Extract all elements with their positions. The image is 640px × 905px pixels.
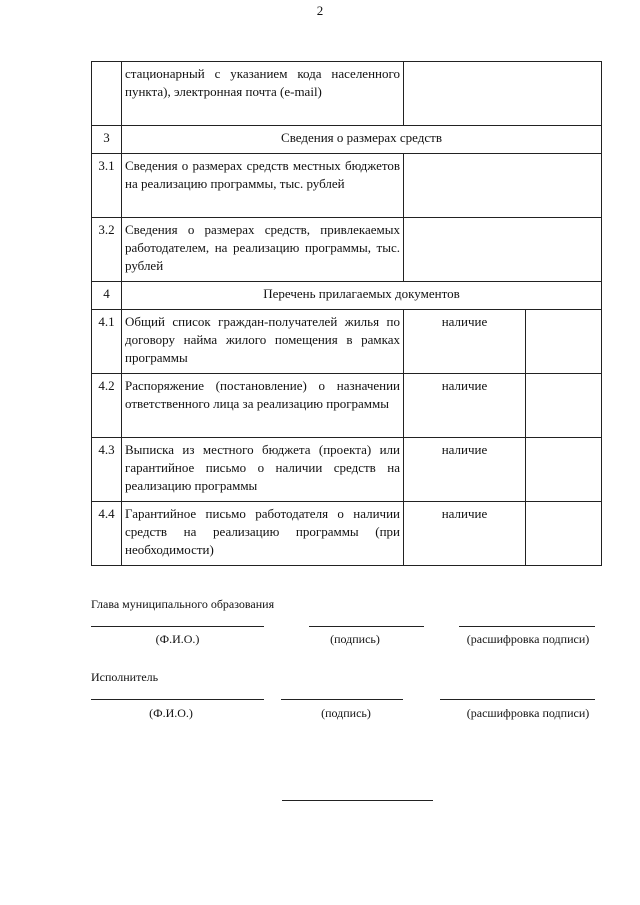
row-description: Выписка из местного бюджета (проекта) или гарантийное письмо о наличии средств на реализацию программы	[122, 438, 404, 502]
row-extra	[526, 310, 602, 374]
section-title: Перечень прилагаемых документов	[122, 282, 602, 310]
row-number: 4.3	[92, 438, 122, 502]
section-row	[92, 126, 602, 154]
executor-label: Исполнитель	[91, 670, 159, 684]
row-description: Гарантийное письмо работодателя о наличии средств на реализацию программы (при необходимости)	[122, 502, 404, 566]
table-row	[92, 154, 602, 218]
section-title: Сведения о размерах средств	[122, 126, 602, 154]
table-row	[92, 374, 602, 438]
row-value	[404, 154, 602, 218]
bottom-separator-line	[282, 800, 433, 801]
row-number: 3.2	[92, 218, 122, 282]
section-number: 3	[92, 126, 122, 154]
executor-decoding-line[interactable]	[440, 699, 595, 700]
row-description: Распоряжение (постановление) о назначении ответственного лица за реализацию программы	[122, 374, 404, 438]
row-number: 4.4	[92, 502, 122, 566]
row-number: 4.1	[92, 310, 122, 374]
row-extra	[526, 438, 602, 502]
table-row	[92, 310, 602, 374]
row-description: стационарный с указанием кода населенного пункта), электронная почта (e-mail)	[122, 62, 404, 126]
executor-signature-caption: (подпись)	[321, 706, 371, 720]
table-row	[92, 438, 602, 502]
head-label: Глава муниципального образования	[91, 597, 275, 611]
head-fio-line[interactable]	[91, 626, 264, 627]
row-description: Сведения о размерах средств, привлекаемых работодателем, на реализацию программы, тыс. рублей	[122, 218, 404, 282]
row-description: Сведения о размерах средств местных бюджетов на реализацию программы, тыс. рублей	[122, 154, 404, 218]
row-value: наличие	[404, 438, 526, 502]
head-signature-caption: (подпись)	[330, 632, 380, 646]
executor-decoding-caption: (расшифровка подписи)	[466, 706, 590, 720]
row-description: Общий список граждан-получателей жилья по договору найма жилого помещения в рамках программы	[122, 310, 404, 374]
row-number: 4.2	[92, 374, 122, 438]
application-table	[91, 61, 602, 566]
row-number	[92, 62, 122, 126]
row-value: наличие	[404, 374, 526, 438]
row-extra	[526, 374, 602, 438]
head-decoding-caption: (расшифровка подписи)	[466, 632, 590, 646]
section-row	[92, 282, 602, 310]
page-number: 2	[316, 3, 324, 18]
row-value: наличие	[404, 502, 526, 566]
row-number: 3.1	[92, 154, 122, 218]
row-value: наличие	[404, 310, 526, 374]
executor-fio-caption: (Ф.И.О.)	[149, 706, 193, 720]
row-value	[404, 62, 602, 126]
table-row	[92, 502, 602, 566]
head-decoding-line[interactable]	[459, 626, 595, 627]
table-row	[92, 218, 602, 282]
head-signature-line[interactable]	[309, 626, 424, 627]
executor-signature-line[interactable]	[281, 699, 403, 700]
section-number: 4	[92, 282, 122, 310]
head-fio-caption: (Ф.И.О.)	[155, 632, 200, 646]
executor-fio-line[interactable]	[91, 699, 264, 700]
row-value	[404, 218, 602, 282]
row-extra	[526, 502, 602, 566]
table-row	[92, 62, 602, 126]
